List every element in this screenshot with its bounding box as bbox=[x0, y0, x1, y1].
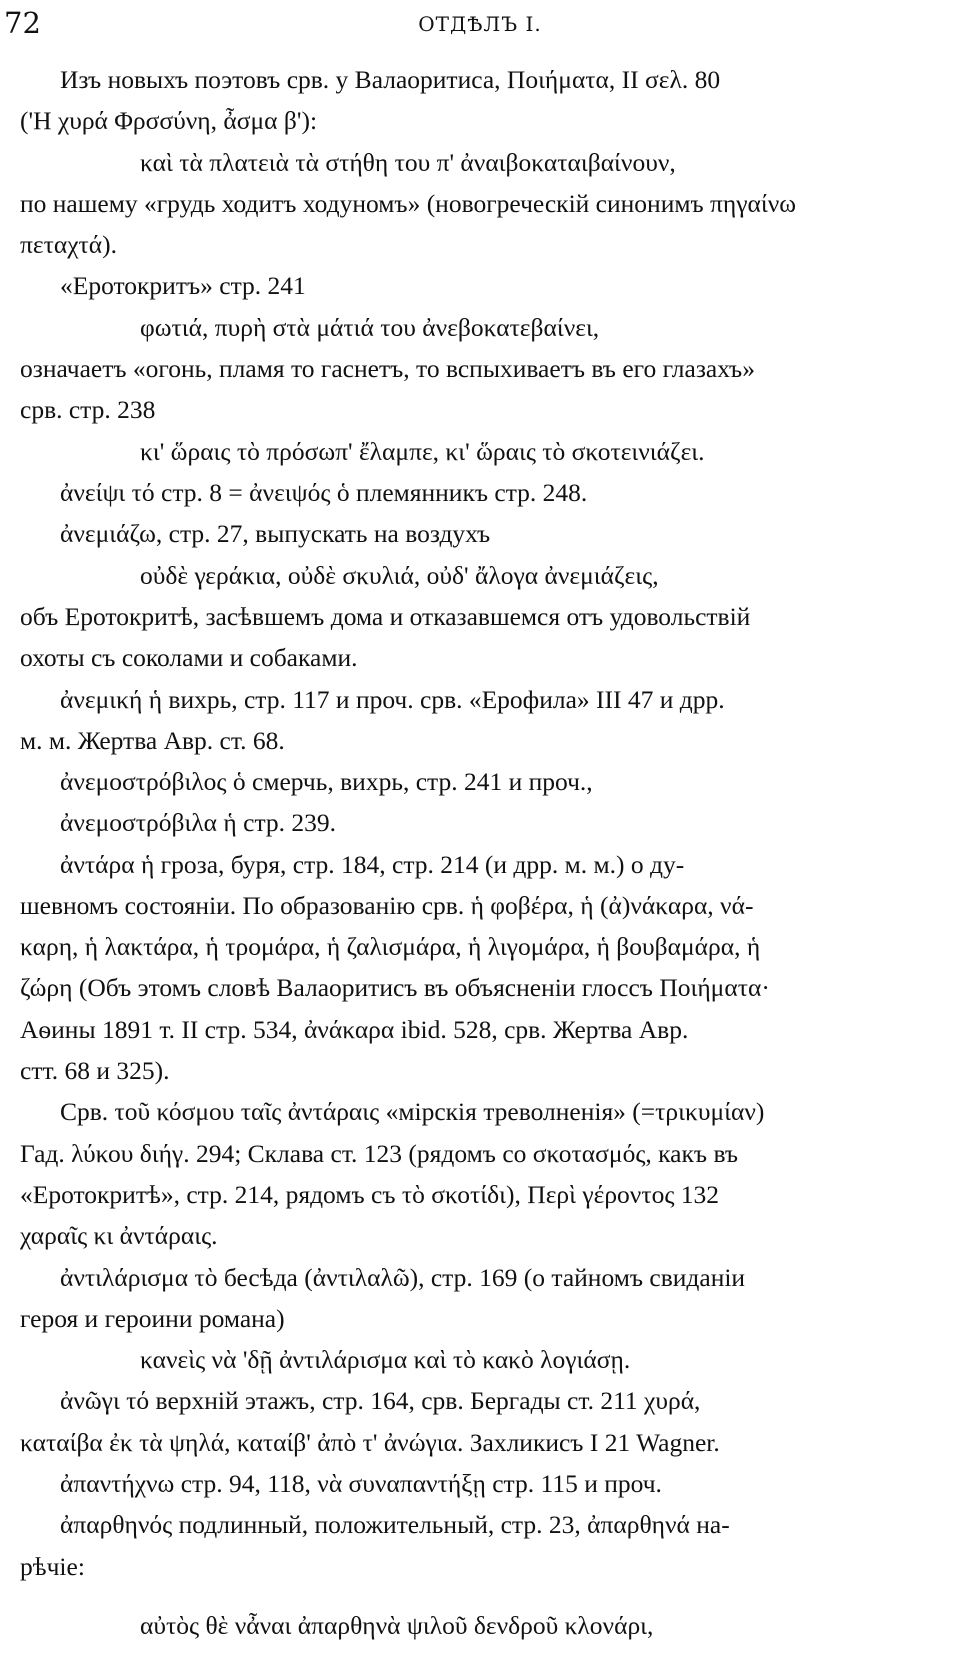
text-line: рѣчіе: bbox=[20, 1552, 85, 1581]
text-line: αὐτὸς θὲ νἆναι ἀπαρθηνὰ ψιλοῦ δενδροῦ κλονάρι, bbox=[140, 1611, 654, 1640]
text-line: χαραῖς κι ἀντάραις. bbox=[20, 1221, 218, 1250]
text-line: Изъ новыхъ поэтовъ срв. у Валаоритиса, Ποιήματα, II σελ. 80 bbox=[60, 65, 721, 94]
text-line: «Εротокритъ» стр. 241 bbox=[60, 271, 306, 300]
text-line: означаетъ «огонь, пламя то гаснетъ, то вспыхиваетъ въ его глазахъ» bbox=[20, 354, 755, 383]
page-header bbox=[0, 6, 960, 46]
text-line: Гад. λύκου διήγ. 294; Склава ст. 123 (рядомъ со σκοτασμός, какъ въ bbox=[20, 1139, 739, 1168]
text-line: ζώρη (Объ этомъ словѣ Валаоритисъ въ объясненіи глоссъ Ποιήματα· bbox=[20, 973, 770, 1002]
text-line: ἀντάρα ἡ гроза, буря, стр. 184, стр. 214 (и дрр. м. м.) о ду- bbox=[60, 850, 685, 879]
text-line: охоты съ соколами и собаками. bbox=[20, 643, 358, 672]
text-line: ἀνείψι τό стр. 8 = ἀνειψός ὁ племянникъ стр. 248. bbox=[60, 478, 588, 507]
text-line: κανεὶς νὰ 'δῇ ἀντιλάρισμα καὶ τὸ κακὸ λογιάσῃ. bbox=[140, 1345, 631, 1374]
text-line: стт. 68 и 325). bbox=[20, 1056, 170, 1085]
page-number: 72 bbox=[4, 6, 41, 40]
text-line: οὐδὲ γεράκια, οὐδὲ σκυλιά, οὐδ' ἄλογα ἀνεμιάζεις, bbox=[140, 561, 659, 590]
text-line: срв. стр. 238 bbox=[20, 395, 156, 424]
text-line: «Εротокритѣ», стр. 214, рядомъ съ τὸ σκοτίδι), Περὶ γέροντος 132 bbox=[20, 1180, 720, 1209]
text-line: ('Η χυρά Φρσσύνη, ἆσμα β'): bbox=[20, 106, 318, 135]
section-title: ОТДѢЛЪ I. bbox=[418, 12, 542, 36]
text-line: ἀνεμική ἡ вихрь, стр. 117 и проч. срв. «Εрофила» III 47 и дрр. bbox=[60, 685, 725, 714]
text-line: ἀπαρθηνός подлинный, положительный, стр. 23, ἀπαρθηνά на- bbox=[60, 1510, 730, 1539]
text-line: шевномъ состояніи. По образованію срв. ἡ φοβέρα, ἡ (ἀ)νάκαρα, νά- bbox=[20, 891, 754, 920]
text-line: καρη, ἡ λακτάρα, ἡ τρομάρα, ἡ ζαλισμάρα, ἡ λιγομάρα, ἡ βουβαμάρα, ἡ bbox=[20, 932, 761, 961]
text-line: Срв. τοῦ κόσμου ταῖς ἀντάραις «мірскія треволненія» (=τρικυμίαν) bbox=[60, 1097, 765, 1126]
text-line: по нашему «грудь ходитъ ходуномъ» (новогреческій синонимъ πηγαίνω bbox=[20, 189, 797, 218]
text-line: ἀνεμοστρόβιλος ὁ смерчь, вихрь, стр. 241 и проч., bbox=[60, 767, 593, 796]
text-line: ἀνῶγι τό верхній этажъ, стр. 164, срв. Бергады ст. 211 χυρά, bbox=[60, 1386, 701, 1415]
text-line: ἀντιλάρισμα τὸ бесѣда (ἀντιλαλῶ), стр. 169 (о тайномъ свиданіи bbox=[60, 1263, 746, 1292]
text-line: м. м. Жертва Авр. ст. 68. bbox=[20, 726, 285, 755]
text-line: ἀνεμιάζω, стр. 27, выпускать на воздухъ bbox=[60, 519, 491, 548]
text-line: героя и героини романа) bbox=[20, 1304, 285, 1333]
text-line: Аѳины 1891 т. II стр. 534, ἀνάκαρα ibid. 528, срв. Жертва Авр. bbox=[20, 1015, 689, 1044]
text-line: καὶ τὰ πλατειὰ τὰ στήθη του π' ἀναιβοκαταιβαίνουν, bbox=[140, 148, 676, 177]
text-line: πεταχτά). bbox=[20, 230, 117, 259]
text-line: κι' ὥραις τὸ πρόσωπ' ἔλαμπε, κι' ὥραις τὸ σκοτεινιάζει. bbox=[140, 437, 705, 466]
text-line: φωτιά, πυρὴ στὰ μάτιά του ἀνεβοκατεβαίνει, bbox=[140, 313, 600, 342]
text-line: объ Εротокритѣ, засѣвшемъ дома и отказавшемся отъ удовольствій bbox=[20, 602, 751, 631]
text-line: ἀνεμοστρόβιλα ἡ стр. 239. bbox=[60, 808, 337, 837]
text-line: ἀπαντήχνω стр. 94, 118, νὰ συναπαντήξῃ стр. 115 и проч. bbox=[60, 1469, 662, 1498]
text-line: καταίβα ἐκ τὰ ψηλά, καταίβ' ἀπὸ τ' ἀνώγια. Захликисъ I 21 Wagner. bbox=[20, 1428, 720, 1457]
